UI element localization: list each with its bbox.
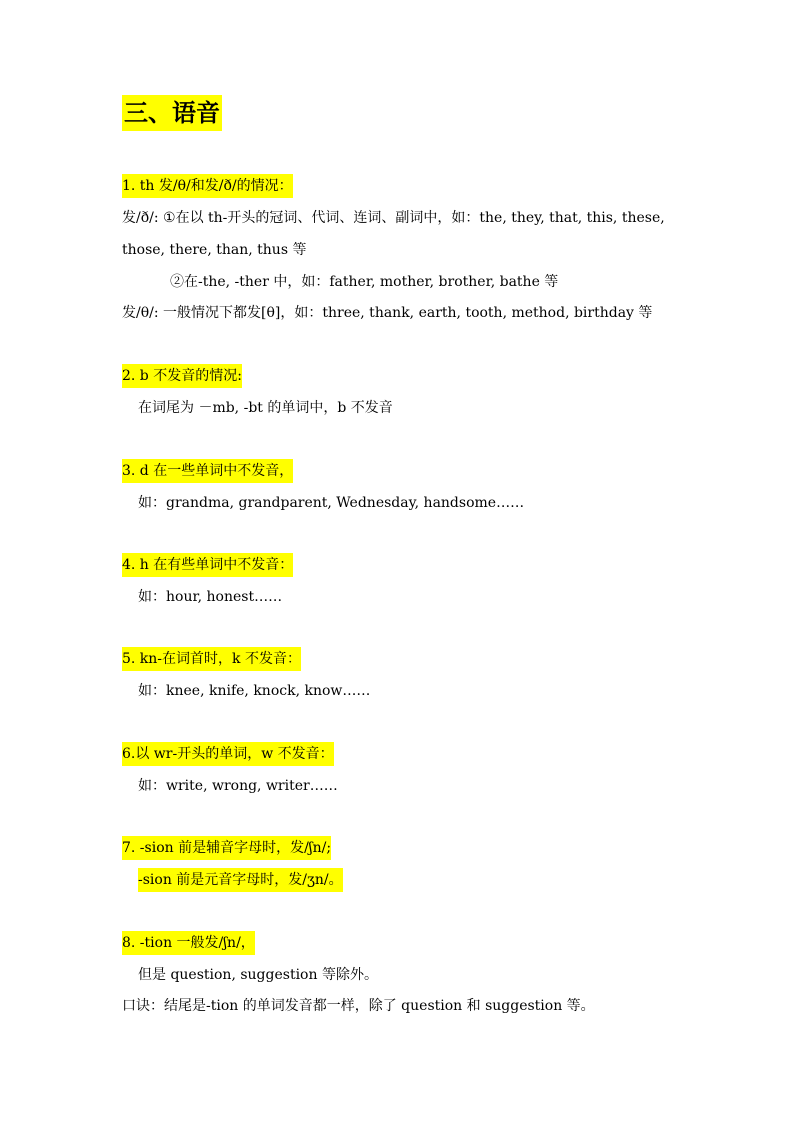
item-1-heading: 1. th 发/θ/和发/ð/的情况：	[122, 176, 293, 196]
item-1-line-1: 发/ð/: ①在以 th-开头的冠词、代词、连词、副词中，如：the, they, that, this, these,	[122, 210, 665, 226]
item-8-line-1: 但是 question, suggestion 等除外。	[138, 967, 378, 983]
item-1-line-4: 发/θ/: 一般情况下都发[θ]，如：three, thank, earth, tooth, method, birthday 等	[122, 305, 653, 321]
item-7-line-1: -sion 前是元音字母时，发/ʒn/。	[138, 870, 343, 890]
item-5-line-1: 如：knee, knife, knock, know……	[138, 683, 371, 699]
item-7-heading: 7. -sion 前是辅音字母时，发/ʃn/;	[122, 838, 331, 858]
section-title: 三、语音	[122, 95, 222, 131]
item-4-heading: 4. h 在有些单词中不发音：	[122, 555, 293, 575]
item-1-line-2: those, there, than, thus 等	[122, 242, 307, 258]
item-3-line-1: 如：grandma, grandparent, Wednesday, handsome……	[138, 495, 525, 511]
item-4-line-1: 如：hour, honest……	[138, 589, 283, 605]
item-6-line-1: 如：write, wrong, writer……	[138, 778, 338, 794]
item-8-heading: 8. -tion 一般发/ʃn/，	[122, 933, 255, 953]
item-6-heading: 6.以 wr-开头的单词，w 不发音：	[122, 744, 334, 764]
item-2-heading: 2. b 不发音的情况:	[122, 366, 242, 386]
item-5-heading: 5. kn-在词首时，k 不发音：	[122, 649, 301, 669]
item-2-line-1: 在词尾为 －mb, -bt 的单词中，b 不发音	[138, 400, 393, 416]
item-8-line-2: 口诀：结尾是-tion 的单词发音都一样，除了 question 和 suggestion 等。	[122, 998, 595, 1014]
item-1-line-3: ②在-the, -ther 中，如：father, mother, brother, bathe 等	[170, 274, 559, 290]
item-3-heading: 3. d 在一些单词中不发音，	[122, 461, 293, 481]
